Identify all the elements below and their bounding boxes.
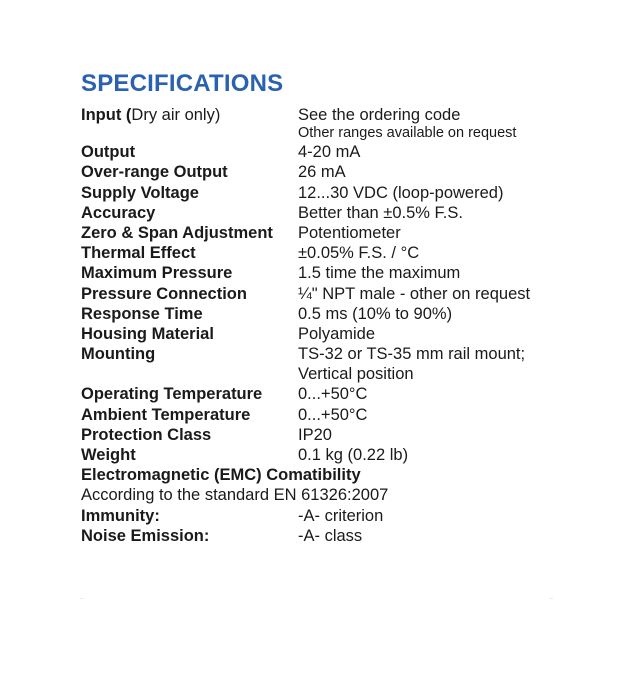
spec-value: Vertical position — [298, 365, 414, 384]
spec-row-mounting-cont — [81, 364, 601, 384]
spec-label: Mounting — [81, 345, 156, 364]
spec-label: Zero & Span Adjustment — [81, 223, 273, 242]
divider — [549, 598, 553, 599]
spec-label: Operating Temperature — [81, 385, 263, 404]
spec-value: ¼" NPT male - other on request — [298, 284, 531, 303]
spec-note: Other ranges available on request — [298, 125, 517, 142]
spec-row — [81, 304, 601, 324]
spec-row-immunity — [81, 506, 601, 526]
spec-label: Maximum Pressure — [81, 264, 233, 283]
spec-row — [81, 203, 601, 223]
spec-label: Pressure Connection — [81, 284, 247, 303]
spec-row — [81, 425, 601, 445]
spec-value: See the ordering code — [298, 106, 461, 124]
specifications-list — [81, 105, 601, 546]
page-title: SPECIFICATIONS — [81, 70, 284, 97]
emc-heading-row — [81, 465, 601, 485]
spec-row — [81, 263, 601, 283]
spec-row — [81, 445, 601, 465]
spec-row — [81, 162, 601, 182]
spec-row — [81, 183, 601, 203]
spec-row — [81, 284, 601, 304]
spec-label: Protection Class — [81, 425, 212, 444]
spec-row — [81, 405, 601, 425]
emc-standard: According to the standard EN 61326:2007 — [81, 486, 389, 505]
spec-row-noise-emission — [81, 526, 601, 546]
spec-value: 4-20 mA — [298, 143, 361, 162]
spec-row-input-note — [81, 125, 601, 142]
spec-value: IP20 — [298, 425, 332, 444]
spec-value: 0.5 ms (10% to 90%) — [298, 304, 453, 323]
spec-row — [81, 223, 601, 243]
spec-row — [81, 324, 601, 344]
spec-label: Over-range Output — [81, 163, 228, 182]
spec-value: Better than ±0.5% F.S. — [298, 203, 463, 222]
spec-value: -A- class — [298, 526, 363, 545]
spec-row — [81, 243, 601, 263]
spec-label: Noise Emission: — [81, 526, 210, 545]
spec-row — [81, 142, 601, 162]
spec-label: Output — [81, 143, 136, 162]
spec-label: Thermal Effect — [81, 244, 196, 263]
spec-label: Ambient Temperature — [81, 405, 251, 424]
spec-value: 0...+50°C — [298, 385, 368, 404]
spec-value: Polyamide — [298, 324, 376, 343]
emc-heading: Electromagnetic (EMC) Comatibility — [81, 466, 361, 485]
input-label-normal: Dry air only) — [131, 106, 221, 124]
spec-value: -A- criterion — [298, 506, 384, 525]
spec-value: 0.1 kg (0.22 lb) — [298, 446, 409, 464]
divider — [80, 598, 84, 599]
spec-label: Weight — [81, 446, 136, 464]
spec-value: 12...30 VDC (loop-powered) — [298, 183, 504, 202]
spec-value: ±0.05% F.S. / °C — [298, 244, 420, 263]
emc-standard-row — [81, 485, 601, 505]
input-label-bold: Input ( — [81, 106, 132, 124]
spec-value: TS-32 or TS-35 mm rail mount; — [298, 345, 526, 364]
spec-row — [81, 384, 601, 404]
spec-row-input — [81, 105, 601, 125]
spec-value: 0...+50°C — [298, 405, 368, 424]
spec-label: Supply Voltage — [81, 183, 199, 202]
spec-value: 26 mA — [298, 163, 346, 182]
spec-label: Accuracy — [81, 203, 156, 222]
spec-row — [81, 344, 601, 364]
spec-value: Potentiometer — [298, 223, 401, 242]
spec-label: Response Time — [81, 304, 203, 323]
spec-label: Immunity: — [81, 506, 160, 525]
spec-label — [81, 105, 220, 125]
spec-value: 1.5 time the maximum — [298, 264, 461, 283]
spec-label: Housing Material — [81, 324, 214, 343]
